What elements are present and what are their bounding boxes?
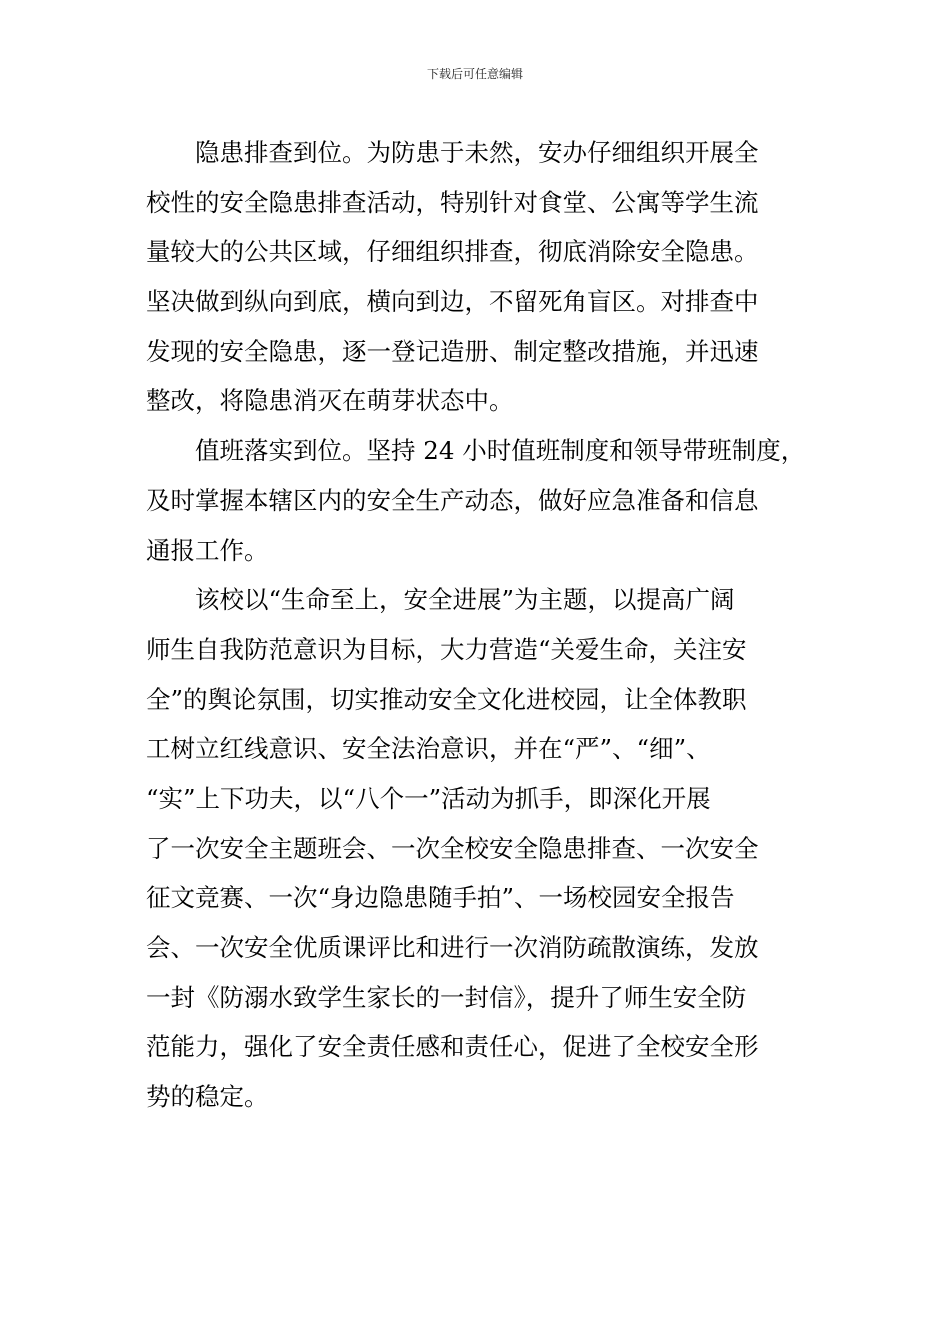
page-header: 下载后可任意编辑 bbox=[426, 67, 523, 81]
text-line: 会、一次安全优质课评比和进行一次消防疏散演练，发放 bbox=[146, 933, 759, 962]
text-line: 征文竞赛、一次“身边隐患随手拍”、一场校园安全报告 bbox=[146, 883, 735, 913]
text-line: 全”的舆论氛围，切实推动安全文化进校园，让全体教职 bbox=[146, 684, 747, 714]
paragraph-campaign bbox=[146, 575, 806, 1122]
text-line: 坚决做到纵向到底，横向到边，不留死角盲区。对排查中 bbox=[146, 287, 759, 317]
text-line: 该校以“生命至上，安全进展”为主题，以提高广阔 bbox=[195, 585, 735, 615]
text-line: 整改，将隐患消灭在萌芽状态中。 bbox=[146, 386, 514, 416]
text-line: 通报工作。 bbox=[146, 535, 269, 565]
paragraph-duty bbox=[146, 426, 806, 575]
paragraph-inspection bbox=[146, 128, 806, 426]
text-line: 范能力，强化了安全责任感和责任心，促进了全校安全形 bbox=[146, 1032, 759, 1062]
text-line: 一封《防溺水致学生家长的一封信》，提升了师生安全防 bbox=[146, 982, 747, 1012]
text-line: 隐患排查到位。为防患于未然，安办仔细组织开展全 bbox=[195, 138, 759, 167]
text-line: 工树立红线意识、安全法治意识，并在“严”、“细”、 bbox=[146, 734, 711, 764]
text-line: 及时掌握本辖区内的安全生产动态，做好应急准备和信息 bbox=[146, 485, 759, 515]
text-line: 势的稳定。 bbox=[146, 1082, 269, 1112]
text-line: 发现的安全隐患，逐一登记造册、制定整改措施，并迅速 bbox=[146, 336, 759, 366]
text-line: 量较大的公共区域，仔细组织排查，彻底消除安全隐患。 bbox=[146, 237, 759, 267]
document-body bbox=[146, 128, 806, 1122]
text-line: 校性的安全隐患排查活动，特别针对食堂、公寓等学生流 bbox=[146, 187, 759, 217]
text-line: 师生自我防范意识为目标，大力营造“关爱生命，关注安 bbox=[146, 634, 747, 664]
text-line: 值班落实到位。坚持 24 小时值班制度和领导带班制度， bbox=[195, 436, 806, 466]
text-line: 了一次安全主题班会、一次全校安全隐患排查、一次安全 bbox=[146, 833, 759, 863]
text-line: “实”上下功夫，以“八个一”活动为抓手，即深化开展 bbox=[146, 783, 711, 813]
